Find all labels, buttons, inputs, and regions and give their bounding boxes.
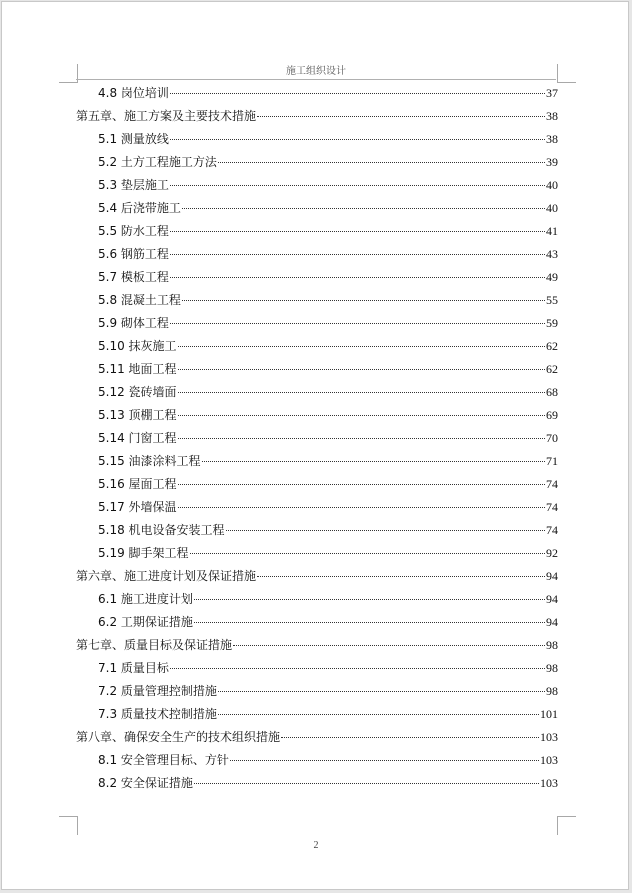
toc-section-entry[interactable]	[76, 289, 558, 312]
toc-entry-label: 5.6 钢筋工程	[98, 247, 169, 261]
toc-entry-page-number: 101	[540, 707, 558, 721]
toc-entry-page-number: 41	[546, 224, 558, 238]
toc-entry-page-number: 39	[546, 155, 558, 169]
toc-entry-page-number: 70	[546, 431, 558, 445]
toc-entry-label: 5.4 后浇带施工	[98, 201, 181, 215]
toc-dot-leader	[178, 392, 545, 393]
toc-dot-leader	[218, 691, 545, 692]
toc-section-entry[interactable]	[76, 312, 558, 335]
toc-entry-label: 5.17 外墙保温	[98, 500, 177, 514]
toc-entry-page-number: 59	[546, 316, 558, 330]
toc-section-entry[interactable]	[76, 450, 558, 473]
toc-entry-label: 8.1 安全管理目标、方针	[98, 753, 229, 767]
toc-dot-leader	[218, 714, 539, 715]
toc-entry-page-number: 103	[540, 776, 558, 790]
crop-mark-top-right	[557, 64, 576, 83]
toc-entry-page-number: 98	[546, 661, 558, 675]
toc-entry-label: 5.19 脚手架工程	[98, 546, 189, 560]
toc-section-entry[interactable]	[76, 542, 558, 565]
toc-dot-leader	[190, 553, 545, 554]
crop-mark-bottom-left	[59, 816, 78, 835]
toc-entry-page-number: 40	[546, 178, 558, 192]
toc-entry-label: 5.9 砌体工程	[98, 316, 169, 330]
toc-entry-label: 第五章、施工方案及主要技术措施	[76, 109, 257, 123]
toc-entry-page-number: 55	[546, 293, 558, 307]
toc-dot-leader	[178, 438, 545, 439]
toc-entry-label: 5.12 瓷砖墙面	[98, 385, 177, 399]
toc-entry-page-number: 74	[546, 500, 558, 514]
toc-entry-label: 7.3 质量技术控制措施	[98, 707, 217, 721]
toc-entry-label: 8.2 安全保证措施	[98, 776, 193, 790]
toc-entry-label: 5.7 模板工程	[98, 270, 169, 284]
toc-section-entry[interactable]	[76, 680, 558, 703]
toc-dot-leader	[233, 645, 545, 646]
toc-dot-leader	[170, 231, 545, 232]
toc-dot-leader	[178, 369, 545, 370]
toc-entry-label: 6.2 工期保证措施	[98, 615, 193, 629]
toc-entry-label: 第七章、质量目标及保证措施	[76, 638, 233, 652]
toc-dot-leader	[170, 93, 545, 94]
toc-entry-page-number: 74	[546, 523, 558, 537]
toc-section-entry[interactable]	[76, 82, 558, 105]
toc-section-entry[interactable]	[76, 473, 558, 496]
toc-chapter-entry[interactable]	[76, 565, 558, 588]
toc-entry-page-number: 62	[546, 339, 558, 353]
toc-entry-page-number: 43	[546, 247, 558, 261]
toc-entry-page-number: 74	[546, 477, 558, 491]
toc-entry-page-number: 94	[546, 592, 558, 606]
toc-dot-leader	[257, 576, 545, 577]
toc-entry-page-number: 103	[540, 753, 558, 767]
toc-entry-label: 4.8 岗位培训	[98, 86, 169, 100]
toc-entry-page-number: 71	[546, 454, 558, 468]
toc-section-entry[interactable]	[76, 519, 558, 542]
toc-dot-leader	[182, 300, 545, 301]
toc-section-entry[interactable]	[76, 611, 558, 634]
toc-entry-label: 7.1 质量目标	[98, 661, 169, 675]
toc-section-entry[interactable]	[76, 151, 558, 174]
toc-dot-leader	[170, 139, 545, 140]
toc-section-entry[interactable]	[76, 335, 558, 358]
toc-entry-label: 5.13 顶棚工程	[98, 408, 177, 422]
toc-dot-leader	[170, 277, 545, 278]
toc-chapter-entry[interactable]	[76, 634, 558, 657]
toc-section-entry[interactable]	[76, 657, 558, 680]
crop-mark-bottom-right	[557, 816, 576, 835]
toc-entry-label: 5.14 门窗工程	[98, 431, 177, 445]
toc-entry-label: 第六章、施工进度计划及保证措施	[76, 569, 257, 583]
toc-section-entry[interactable]	[76, 703, 558, 726]
toc-section-entry[interactable]	[76, 427, 558, 450]
toc-entry-page-number: 40	[546, 201, 558, 215]
toc-entry-label: 5.15 油漆涂料工程	[98, 454, 201, 468]
page-number: 2	[313, 840, 319, 851]
toc-entry-page-number: 98	[546, 638, 558, 652]
toc-section-entry[interactable]	[76, 174, 558, 197]
toc-section-entry[interactable]	[76, 381, 558, 404]
page-header: 施工组织设计	[76, 62, 556, 80]
toc-entry-page-number: 38	[546, 132, 558, 146]
toc-dot-leader	[170, 254, 545, 255]
toc-dot-leader	[170, 668, 545, 669]
toc-section-entry[interactable]	[76, 496, 558, 519]
toc-entry-page-number: 92	[546, 546, 558, 560]
toc-entry-label: 5.16 屋面工程	[98, 477, 177, 491]
toc-dot-leader	[182, 208, 545, 209]
toc-dot-leader	[226, 530, 545, 531]
toc-section-entry[interactable]	[76, 266, 558, 289]
toc-entry-page-number: 38	[546, 109, 558, 123]
toc-section-entry[interactable]	[76, 772, 558, 795]
toc-entry-label: 5.11 地面工程	[98, 362, 177, 376]
toc-dot-leader	[170, 323, 545, 324]
toc-entry-label: 7.2 质量管理控制措施	[98, 684, 217, 698]
toc-chapter-entry[interactable]	[76, 105, 558, 128]
toc-entry-page-number: 62	[546, 362, 558, 376]
toc-entry-label: 5.5 防水工程	[98, 224, 169, 238]
toc-dot-leader	[178, 484, 545, 485]
table-of-contents	[76, 82, 558, 795]
toc-dot-leader	[218, 162, 545, 163]
toc-section-entry[interactable]	[76, 197, 558, 220]
toc-dot-leader	[230, 760, 539, 761]
toc-entry-label: 5.2 土方工程施工方法	[98, 155, 217, 169]
toc-entry-label: 5.1 测量放线	[98, 132, 169, 146]
toc-section-entry[interactable]	[76, 128, 558, 151]
toc-dot-leader	[178, 415, 545, 416]
toc-section-entry[interactable]	[76, 220, 558, 243]
toc-entry-label: 第八章、确保安全生产的技术组织措施	[76, 730, 281, 744]
toc-section-entry[interactable]	[76, 243, 558, 266]
toc-entry-page-number: 103	[540, 730, 558, 744]
toc-entry-page-number: 94	[546, 615, 558, 629]
toc-entry-page-number: 94	[546, 569, 558, 583]
toc-dot-leader	[202, 461, 545, 462]
toc-entry-label: 6.1 施工进度计划	[98, 592, 193, 606]
toc-dot-leader	[178, 507, 545, 508]
toc-dot-leader	[194, 599, 545, 600]
toc-entry-label: 5.3 垫层施工	[98, 178, 169, 192]
toc-dot-leader	[194, 622, 545, 623]
toc-entry-page-number: 98	[546, 684, 558, 698]
toc-section-entry[interactable]	[76, 588, 558, 611]
toc-entry-page-number: 68	[546, 385, 558, 399]
toc-dot-leader	[170, 185, 545, 186]
toc-entry-page-number: 69	[546, 408, 558, 422]
toc-entry-page-number: 37	[546, 86, 558, 100]
toc-entry-label: 5.18 机电设备安装工程	[98, 523, 225, 537]
toc-entry-page-number: 49	[546, 270, 558, 284]
toc-entry-label: 5.8 混凝土工程	[98, 293, 181, 307]
toc-section-entry[interactable]	[76, 358, 558, 381]
toc-dot-leader	[257, 116, 545, 117]
toc-entry-label: 5.10 抹灰施工	[98, 339, 177, 353]
toc-section-entry[interactable]	[76, 404, 558, 427]
toc-dot-leader	[281, 737, 539, 738]
toc-section-entry[interactable]	[76, 749, 558, 772]
toc-chapter-entry[interactable]	[76, 726, 558, 749]
toc-dot-leader	[178, 346, 545, 347]
toc-dot-leader	[194, 783, 539, 784]
